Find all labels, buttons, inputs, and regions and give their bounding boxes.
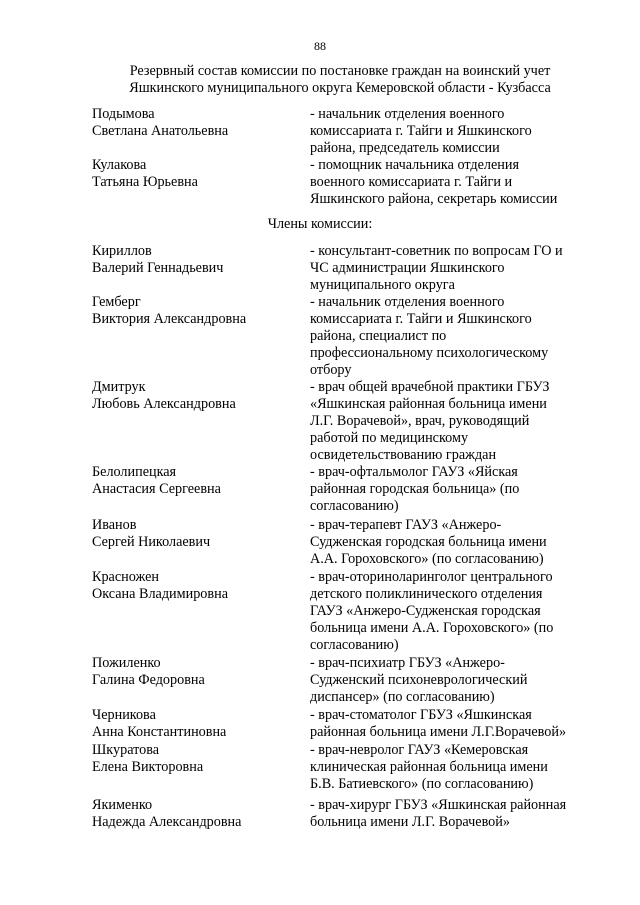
role-line: Судженский психоневрологический	[310, 672, 528, 688]
role-line: комиссариата г. Тайги и Яшкинского	[310, 311, 532, 327]
person-name	[92, 517, 307, 551]
role-description	[310, 742, 592, 793]
role-description	[310, 707, 592, 741]
role-line: Л.Г. Ворачевой», врач, руководящий	[310, 413, 530, 429]
role-line: детского поликлинического отделения	[310, 586, 543, 602]
surname: Шкуратова	[92, 742, 160, 758]
surname: Белолипецкая	[92, 464, 177, 480]
role-line: больница имени А.А. Гороховского» (по	[310, 620, 554, 636]
role-description	[310, 243, 592, 294]
person-name	[92, 742, 307, 776]
role-line: «Яшкинская районная больница имени	[310, 396, 547, 412]
title-line-2: Яшкинского муниципального округа Кемеровской области - Кузбасса	[129, 80, 551, 96]
person-name	[92, 655, 307, 689]
role-description	[310, 569, 592, 654]
page-number: 88	[314, 39, 326, 53]
role-line: военного комиссариата г. Тайги и	[310, 174, 513, 190]
given-names: Любовь Александровна	[92, 396, 236, 412]
given-names: Валерий Геннадьевич	[92, 260, 224, 276]
role-line: - консультант-советник по вопросам ГО и	[310, 243, 563, 259]
person-name	[92, 106, 307, 140]
role-line: ГАУЗ «Анжеро-Судженская городская	[310, 603, 541, 619]
person-name	[92, 707, 307, 741]
role-line: Б.В. Батиевского» (по согласованию)	[310, 776, 534, 792]
role-line: района, председатель комиссии	[310, 140, 500, 156]
role-line: освидетельствованию граждан	[310, 447, 497, 463]
role-line: - врач-терапевт ГАУЗ «Анжеро-	[310, 517, 502, 533]
given-names: Галина Федоровна	[92, 672, 205, 688]
role-line: - врач-оториноларинголог центрального	[310, 569, 553, 585]
surname: Иванов	[92, 517, 137, 533]
surname: Кулакова	[92, 157, 147, 173]
person-name	[92, 243, 307, 277]
role-line: района, специалист по	[310, 328, 447, 344]
role-line: ЧС администрации Яшкинского	[310, 260, 505, 276]
role-line: районная больница имени Л.Г.Ворачевой»	[310, 724, 567, 740]
given-names: Оксана Владимировна	[92, 586, 228, 602]
role-line: - начальник отделения военного	[310, 294, 505, 310]
given-names: Виктория Александровна	[92, 311, 247, 327]
person-name	[92, 464, 307, 498]
given-names: Елена Викторовна	[92, 759, 204, 775]
person-name	[92, 797, 307, 831]
given-names: Сергей Николаевич	[92, 534, 211, 550]
role-line: работой по медицинскому	[310, 430, 469, 446]
role-description	[310, 655, 592, 706]
role-description	[310, 797, 592, 831]
role-line: районная городская больница» (по	[310, 481, 520, 497]
role-line: согласованию)	[310, 637, 399, 653]
role-line: - помощник начальника отделения	[310, 157, 519, 173]
surname: Пожиленко	[92, 655, 161, 671]
role-line: муниципального округа	[310, 277, 455, 293]
given-names: Светлана Анатольевна	[92, 123, 229, 139]
given-names: Надежда Александровна	[92, 814, 242, 830]
role-line: - врач общей врачебной практики ГБУЗ	[310, 379, 550, 395]
surname: Подымова	[92, 106, 155, 122]
role-line: А.А. Гороховского» (по согласованию)	[310, 551, 544, 567]
surname: Якименко	[92, 797, 153, 813]
role-line: комиссариата г. Тайги и Яшкинского	[310, 123, 532, 139]
person-name	[92, 569, 307, 603]
role-line: - врач-невролог ГАУЗ «Кемеровская	[310, 742, 529, 758]
role-line: - начальник отделения военного	[310, 106, 505, 122]
given-names: Анна Константиновна	[92, 724, 227, 740]
person-name	[92, 379, 307, 413]
role-description	[310, 379, 592, 464]
surname: Гемберг	[92, 294, 141, 310]
given-names: Анастасия Сергеевна	[92, 481, 221, 497]
surname: Красножен	[92, 569, 159, 585]
surname: Черникова	[92, 707, 156, 723]
given-names: Татьяна Юрьевна	[92, 174, 198, 190]
role-line: - врач-психиатр ГБУЗ «Анжеро-	[310, 655, 505, 671]
role-line: больница имени Л.Г. Ворачевой»	[310, 814, 510, 830]
role-line: - врач-офтальмолог ГАУЗ «Яйская	[310, 464, 518, 480]
role-description	[310, 464, 592, 515]
role-line: диспансер» (по согласованию)	[310, 689, 495, 705]
role-line: профессиональному психологическому	[310, 345, 549, 361]
role-description	[310, 294, 592, 379]
role-line: Судженская городская больница имени	[310, 534, 547, 550]
title-line-1: Резервный состав комиссии по постановке граждан на воинский учет	[129, 63, 551, 79]
document-title	[60, 63, 620, 97]
members-heading: Члены комиссии:	[267, 216, 373, 232]
role-line: отбору	[310, 362, 352, 378]
role-line: - врач-стоматолог ГБУЗ «Яшкинская	[310, 707, 532, 723]
role-description	[310, 157, 592, 208]
person-name	[92, 157, 307, 191]
role-description	[310, 106, 592, 157]
surname: Дмитрук	[92, 379, 146, 395]
role-line: согласованию)	[310, 498, 399, 514]
surname: Кириллов	[92, 243, 152, 259]
role-line: - врач-хирург ГБУЗ «Яшкинская районная	[310, 797, 567, 813]
role-line: Яшкинского района, секретарь комиссии	[310, 191, 558, 207]
person-name	[92, 294, 307, 328]
role-line: клиническая районная больница имени	[310, 759, 548, 775]
role-description	[310, 517, 592, 568]
